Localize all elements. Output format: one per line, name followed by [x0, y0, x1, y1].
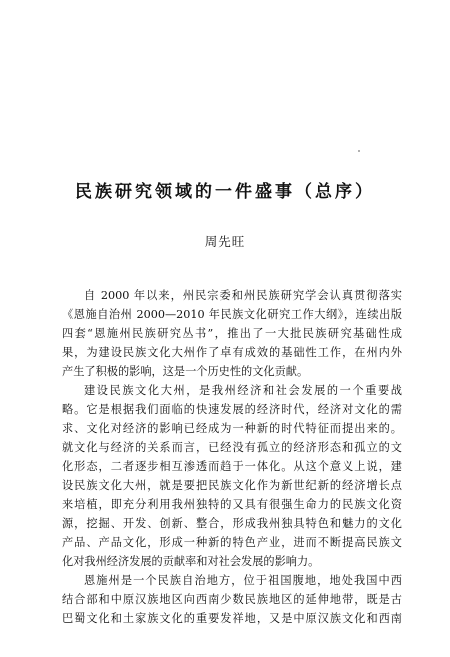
text-line: 恩施州是一个民族自治地方，位于祖国腹地，地处我国中西 — [84, 574, 402, 587]
text-line: 建设民族文化大州，是我州经济和社会发展的一个重要战 — [84, 384, 402, 397]
text-line: 结合部和中原汉族地区向西南少数民族地区的延伸地带，既是古 — [62, 593, 402, 606]
text-line: 源，挖掘、开发、创新、整合，形成我州独具特色和魅力的文化 — [62, 517, 402, 530]
text-line: 设民族文化大州，就是要把民族文化作为新世纪新的经济增长点 — [62, 479, 402, 492]
text-line: 巴蜀文化和土家族文化的重要发祥地，又是中原汉族文化和西南 — [62, 612, 402, 625]
text-line: 化对我州经济发展的贡献率和对社会发展的影响力。 — [62, 555, 320, 568]
text-line: 产生了积极的影响，这是一个历史性的文化贡献。 — [62, 365, 309, 378]
text-line: 自 2000 年以来，州民宗委和州民族研究学会认真贯彻落实 — [84, 289, 402, 302]
text-line: 化形态，二者逐步相互渗透而趋于一体化。从这个意义上说，建 — [62, 460, 402, 473]
text-line: 产品、产品文化，形成一种新的特色产业，进而不断提高民族文 — [62, 536, 402, 549]
text-line: 《恩施自治州 2000—2010 年民族文化研究工作大纲》，连续出版 — [62, 308, 402, 321]
text-line: 果，为建设民族文化大州作了卓有成效的基础性工作，在州内外 — [62, 346, 402, 359]
page-title: 民族研究领域的一件盛事（总序） — [75, 182, 375, 202]
scan-speck — [358, 150, 360, 152]
body-text — [62, 286, 402, 628]
text-line: 来培植，即充分利用我州独特的又具有很强生命力的民族文化资 — [62, 498, 402, 511]
text-line: 略。它是根据我们面临的快速发展的经济时代，经济对文化的需 — [62, 403, 402, 416]
text-line: 就文化与经济的关系而言，已经没有孤立的经济形态和孤立的文 — [62, 441, 402, 454]
author-name: 周先旺 — [204, 234, 246, 249]
text-line: 求、文化对经济的影响已经成为一种新的时代特征而提出来的。 — [62, 422, 402, 435]
text-line: 四套“恩施州民族研究丛书”，推出了一大批民族研究基础性成 — [62, 327, 402, 340]
